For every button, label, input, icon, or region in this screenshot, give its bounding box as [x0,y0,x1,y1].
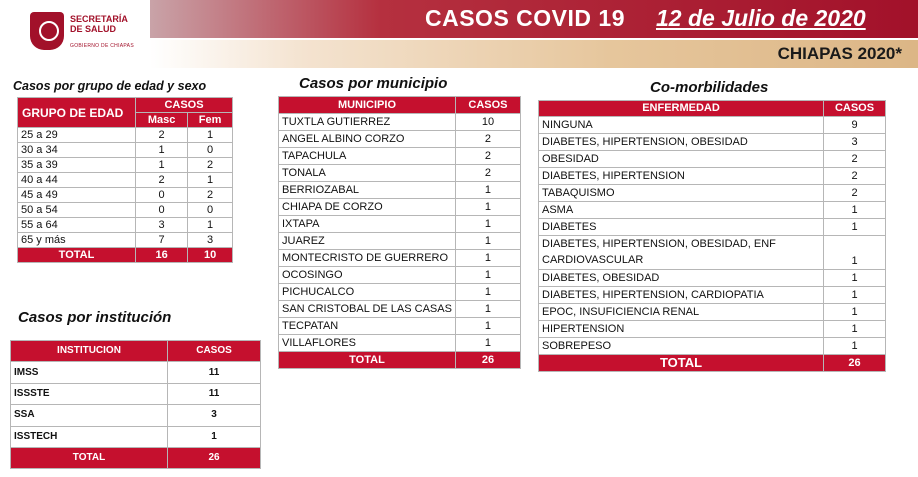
age-total-masc: 16 [136,248,188,263]
institution-cases-cell: 3 [168,405,261,426]
age-group-cell: 55 a 64 [18,218,136,233]
age-sex-table [17,97,233,263]
municipio-name-cell: TAPACHULA [279,148,456,165]
org-line2: DE SALUD [70,24,117,34]
municipio-name-cell: IXTAPA [279,216,456,233]
table-row [539,134,886,151]
table-row [279,233,521,250]
table-row [18,128,233,143]
municipio-cases-cell: 2 [455,148,520,165]
disease-name-cell: DIABETES, HIPERTENSION, OBESIDAD [539,134,824,151]
table-row [11,426,261,447]
table-row [279,250,521,267]
table-row [539,185,886,202]
municipio-cases-cell: 1 [455,199,520,216]
municipio-name-cell: SAN CRISTOBAL DE LAS CASAS [279,301,456,318]
col-header-cases: CASOS [136,98,233,113]
age-group-cell: 40 a 44 [18,173,136,188]
municipio-cases-cell: 1 [455,250,520,267]
seal-icon [30,12,64,50]
disease-cases-cell: 1 [824,202,886,219]
table-row [279,165,521,182]
disease-name-cell: DIABETES, HIPERTENSION [539,168,824,185]
comorbidity-table [538,100,886,372]
disease-name-cell: NINGUNA [539,117,824,134]
col-header-mun-cases: CASOS [455,97,520,114]
municipio-name-cell: CHIAPA DE CORZO [279,199,456,216]
table-row [279,284,521,301]
masc-cell: 1 [136,143,188,158]
comorbidity-section-title: Co-morbilidades [650,79,769,96]
inst-total-value: 26 [168,447,261,468]
table-row [539,287,886,304]
table-row [11,362,261,383]
disease-name-cell: OBESIDAD [539,151,824,168]
fem-cell: 0 [188,143,233,158]
age-total-row [18,248,233,263]
table-row [539,168,886,185]
table-row [279,267,521,284]
table-row [279,216,521,233]
com-total-value: 26 [824,355,886,372]
table-row [18,158,233,173]
municipio-name-cell: TUXTLA GUTIERREZ [279,114,456,131]
institution-cases-cell: 11 [168,383,261,404]
institution-name-cell: SSA [11,405,168,426]
col-header-masc: Masc [136,113,188,128]
municipio-cases-cell: 2 [455,131,520,148]
age-group-cell: 35 a 39 [18,158,136,173]
fem-cell: 1 [188,218,233,233]
table-row [18,203,233,218]
col-header-inst-cases: CASOS [168,341,261,362]
disease-cases-cell: 3 [824,134,886,151]
masc-cell: 2 [136,173,188,188]
report-date: 12 de Julio de 2020 [656,5,866,31]
age-group-cell: 45 a 49 [18,188,136,203]
fem-cell: 2 [188,188,233,203]
disease-cases-cell: 2 [824,185,886,202]
disease-name-cell: SOBREPESO [539,338,824,355]
table-row [279,199,521,216]
com-total-label: TOTAL [539,355,824,372]
mun-total-row [279,352,521,369]
municipio-cases-cell: 10 [455,114,520,131]
municipio-name-cell: PICHUCALCO [279,284,456,301]
col-header-com-cases: CASOS [824,101,886,117]
disease-name-cell: DIABETES, HIPERTENSION, CARDIOPATIA [539,287,824,304]
masc-cell: 2 [136,128,188,143]
table-row [539,338,886,355]
municipio-cases-cell: 2 [455,165,520,182]
table-row [11,405,261,426]
municipio-name-cell: OCOSINGO [279,267,456,284]
fem-cell: 1 [188,128,233,143]
age-section-title: Casos por grupo de edad y sexo [13,79,207,93]
disease-name-cell: TABAQUISMO [539,185,824,202]
institution-name-cell: ISSSTE [11,383,168,404]
col-header-fem: Fem [188,113,233,128]
table-row [539,202,886,219]
age-total-fem: 10 [188,248,233,263]
disease-name-cell: DIABETES [539,219,824,236]
disease-name-cell: DIABETES, HIPERTENSION, OBESIDAD, ENF CARDIOVASCULAR [539,236,824,270]
col-header-enfermedad: ENFERMEDAD [539,101,824,117]
mun-total-value: 26 [455,352,520,369]
table-row [279,182,521,199]
municipio-table [278,96,521,369]
institution-table [10,340,261,469]
table-row [539,236,886,270]
municipio-name-cell: VILLAFLORES [279,335,456,352]
municipio-cases-cell: 1 [455,284,520,301]
disease-cases-cell: 1 [824,321,886,338]
municipio-name-cell: MONTECRISTO DE GUERRERO [279,250,456,267]
table-row [279,301,521,318]
institution-name-cell: ISSTECH [11,426,168,447]
municipio-cases-cell: 1 [455,267,520,284]
inst-total-row [11,447,261,468]
masc-cell: 1 [136,158,188,173]
disease-name-cell: EPOC, INSUFICIENCIA RENAL [539,304,824,321]
table-row [279,131,521,148]
table-row [18,233,233,248]
municipio-cases-cell: 1 [455,301,520,318]
masc-cell: 3 [136,218,188,233]
municipio-section-title: Casos por municipio [299,75,448,92]
fem-cell: 3 [188,233,233,248]
fem-cell: 0 [188,203,233,218]
table-row [18,143,233,158]
disease-cases-cell: 9 [824,117,886,134]
disease-cases-cell: 1 [824,287,886,304]
table-row [539,219,886,236]
col-header-municipio: MUNICIPIO [279,97,456,114]
masc-cell: 7 [136,233,188,248]
municipio-cases-cell: 1 [455,318,520,335]
disease-cases-cell: 1 [824,270,886,287]
table-row [279,114,521,131]
masc-cell: 0 [136,203,188,218]
disease-cases-cell: 2 [824,168,886,185]
institution-section-title: Casos por institución [18,309,172,326]
table-row [18,173,233,188]
age-group-cell: 25 a 29 [18,128,136,143]
municipio-cases-cell: 1 [455,182,520,199]
municipio-name-cell: TECPATAN [279,318,456,335]
fem-cell: 1 [188,173,233,188]
page-title: CASOS COVID 19 [425,5,625,31]
disease-name-cell: DIABETES, OBESIDAD [539,270,824,287]
org-sub: GOBIERNO DE CHIAPAS [70,43,134,49]
secretaria-salud-logo [30,12,145,52]
institution-cases-cell: 1 [168,426,261,447]
municipio-cases-cell: 1 [455,216,520,233]
header-banner [0,0,918,70]
disease-cases-cell: 2 [824,151,886,168]
fem-cell: 2 [188,158,233,173]
disease-cases-cell: 1 [824,338,886,355]
col-header-institucion: INSTITUCION [11,341,168,362]
table-row [279,148,521,165]
municipio-cases-cell: 1 [455,335,520,352]
institution-name-cell: IMSS [11,362,168,383]
inst-total-label: TOTAL [11,447,168,468]
table-row [279,335,521,352]
table-row [18,218,233,233]
municipio-cases-cell: 1 [455,233,520,250]
disease-cases-cell: 1 [824,236,886,270]
age-total-label: TOTAL [18,248,136,263]
masc-cell: 0 [136,188,188,203]
org-line1: SECRETARÍA [70,14,128,24]
municipio-name-cell: BERRIOZABAL [279,182,456,199]
table-row [539,321,886,338]
table-row [539,304,886,321]
table-row [539,270,886,287]
age-group-cell: 30 a 34 [18,143,136,158]
institution-cases-cell: 11 [168,362,261,383]
age-group-cell: 65 y más [18,233,136,248]
col-header-group: GRUPO DE EDAD [18,98,136,128]
age-group-cell: 50 a 54 [18,203,136,218]
municipio-name-cell: JUAREZ [279,233,456,250]
municipio-name-cell: TONALA [279,165,456,182]
mun-total-label: TOTAL [279,352,456,369]
table-row [11,383,261,404]
disease-name-cell: HIPERTENSION [539,321,824,338]
table-row [539,117,886,134]
table-row [18,188,233,203]
disease-cases-cell: 1 [824,219,886,236]
disease-cases-cell: 1 [824,304,886,321]
page-subtitle: CHIAPAS 2020* [777,44,902,63]
municipio-name-cell: ANGEL ALBINO CORZO [279,131,456,148]
com-total-row [539,355,886,372]
table-row [539,151,886,168]
table-row [279,318,521,335]
disease-name-cell: ASMA [539,202,824,219]
